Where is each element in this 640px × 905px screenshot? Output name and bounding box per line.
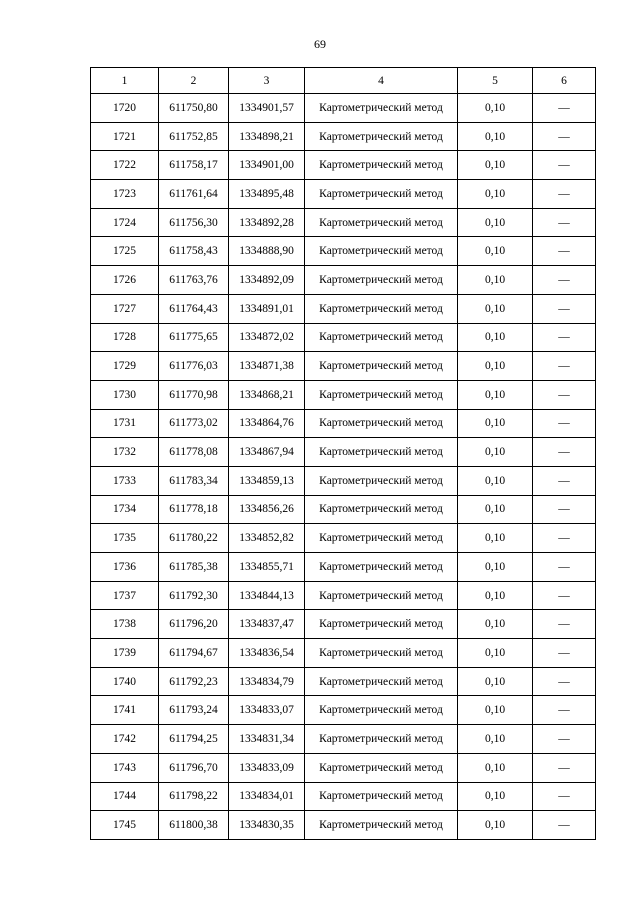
table-cell: 611794,67 [159, 639, 229, 668]
table-body [91, 94, 596, 840]
table-row [91, 237, 596, 266]
table-row [91, 180, 596, 209]
table-cell: 611756,30 [159, 208, 229, 237]
table-cell: 611792,23 [159, 667, 229, 696]
table-row [91, 725, 596, 754]
table-cell: 0,10 [458, 782, 533, 811]
table-cell: 1735 [91, 524, 159, 553]
table-row [91, 811, 596, 840]
table-cell: 1334867,94 [229, 438, 305, 467]
table-cell: 1730 [91, 380, 159, 409]
table-cell: 0,10 [458, 667, 533, 696]
table-cell: 1334855,71 [229, 553, 305, 582]
column-header: 5 [458, 68, 533, 94]
table-cell: 1727 [91, 294, 159, 323]
table-cell: 1334856,26 [229, 495, 305, 524]
column-header: 1 [91, 68, 159, 94]
table-row [91, 466, 596, 495]
table-cell: 1334830,35 [229, 811, 305, 840]
table-cell: 0,10 [458, 438, 533, 467]
table-cell: 1737 [91, 581, 159, 610]
table-cell: 1745 [91, 811, 159, 840]
table-cell: Картометрический метод [305, 438, 458, 467]
table-cell: 0,10 [458, 151, 533, 180]
table-header-row [91, 68, 596, 94]
column-header: 2 [159, 68, 229, 94]
table-cell: 611773,02 [159, 409, 229, 438]
table-cell: — [533, 581, 596, 610]
table-cell: 611761,64 [159, 180, 229, 209]
table-cell: 611778,18 [159, 495, 229, 524]
table-cell: 1334901,00 [229, 151, 305, 180]
table-cell: 0,10 [458, 610, 533, 639]
table-cell: 0,10 [458, 696, 533, 725]
table-cell: Картометрический метод [305, 294, 458, 323]
table-cell: 611796,20 [159, 610, 229, 639]
table-cell: — [533, 466, 596, 495]
table-cell: 0,10 [458, 94, 533, 123]
table-cell: — [533, 380, 596, 409]
table-cell: 1736 [91, 553, 159, 582]
table-cell: 0,10 [458, 294, 533, 323]
table-cell: 611783,34 [159, 466, 229, 495]
table-cell: 1739 [91, 639, 159, 668]
table-cell: 1720 [91, 94, 159, 123]
table-cell: — [533, 122, 596, 151]
table-row [91, 151, 596, 180]
table-cell: 0,10 [458, 581, 533, 610]
table-cell: 1334868,21 [229, 380, 305, 409]
table-cell: 1738 [91, 610, 159, 639]
table-cell: 1334891,01 [229, 294, 305, 323]
table-cell: Картометрический метод [305, 581, 458, 610]
table-cell: — [533, 438, 596, 467]
table-cell: 1732 [91, 438, 159, 467]
table-cell: Картометрический метод [305, 610, 458, 639]
table-cell: 611793,24 [159, 696, 229, 725]
table-cell: Картометрический метод [305, 696, 458, 725]
table-cell: 0,10 [458, 811, 533, 840]
table-cell: 611778,08 [159, 438, 229, 467]
table-cell: 0,10 [458, 553, 533, 582]
table-cell: Картометрический метод [305, 94, 458, 123]
table-cell: — [533, 667, 596, 696]
table-row [91, 409, 596, 438]
table-row [91, 294, 596, 323]
table-cell: 611752,85 [159, 122, 229, 151]
table-row [91, 380, 596, 409]
table-cell: 1334871,38 [229, 352, 305, 381]
table-cell: 0,10 [458, 495, 533, 524]
table-cell: — [533, 553, 596, 582]
table-cell: 1722 [91, 151, 159, 180]
table-cell: 611775,65 [159, 323, 229, 352]
table-row [91, 438, 596, 467]
table-cell: Картометрический метод [305, 122, 458, 151]
table-cell: — [533, 352, 596, 381]
table-row [91, 352, 596, 381]
table-cell: 0,10 [458, 180, 533, 209]
table-cell: 1742 [91, 725, 159, 754]
table-cell: 611763,76 [159, 266, 229, 295]
table-cell: 0,10 [458, 266, 533, 295]
table-cell: 611800,38 [159, 811, 229, 840]
table-cell: — [533, 409, 596, 438]
table-cell: 1334831,34 [229, 725, 305, 754]
table-cell: — [533, 294, 596, 323]
column-header: 6 [533, 68, 596, 94]
table-cell: 1334892,09 [229, 266, 305, 295]
table-cell: 0,10 [458, 409, 533, 438]
table-cell: 1334901,57 [229, 94, 305, 123]
table-cell: — [533, 208, 596, 237]
table-cell: 1741 [91, 696, 159, 725]
table-cell: 1334844,13 [229, 581, 305, 610]
table-cell: 0,10 [458, 725, 533, 754]
table-cell: — [533, 495, 596, 524]
table-cell: 611764,43 [159, 294, 229, 323]
table-cell: Картометрический метод [305, 380, 458, 409]
table-cell: — [533, 782, 596, 811]
table-cell: 1724 [91, 208, 159, 237]
table-row [91, 122, 596, 151]
table-cell: 1334859,13 [229, 466, 305, 495]
table-cell: Картометрический метод [305, 495, 458, 524]
table-cell: 0,10 [458, 639, 533, 668]
table-cell: 0,10 [458, 466, 533, 495]
table-cell: 0,10 [458, 122, 533, 151]
table-cell: 1334892,28 [229, 208, 305, 237]
table-cell: Картометрический метод [305, 323, 458, 352]
table-cell: 611785,38 [159, 553, 229, 582]
table-cell: 611750,80 [159, 94, 229, 123]
table-cell: 611776,03 [159, 352, 229, 381]
table-cell: — [533, 753, 596, 782]
table-cell: Картометрический метод [305, 180, 458, 209]
table-row [91, 753, 596, 782]
table-cell: Картометрический метод [305, 466, 458, 495]
table-row [91, 696, 596, 725]
table-cell: Картометрический метод [305, 151, 458, 180]
table-row [91, 639, 596, 668]
table-cell: 1744 [91, 782, 159, 811]
table-cell: 0,10 [458, 753, 533, 782]
table-cell: Картометрический метод [305, 352, 458, 381]
table-cell: 1334898,21 [229, 122, 305, 151]
page-number: 69 [314, 37, 326, 51]
table-cell: Картометрический метод [305, 524, 458, 553]
table-cell: 1334872,02 [229, 323, 305, 352]
table-cell: 611780,22 [159, 524, 229, 553]
table-cell: 611796,70 [159, 753, 229, 782]
table-cell: Картометрический метод [305, 753, 458, 782]
table-cell: 611794,25 [159, 725, 229, 754]
table-cell: 1723 [91, 180, 159, 209]
table-cell: 0,10 [458, 323, 533, 352]
table-cell: — [533, 94, 596, 123]
table-row [91, 782, 596, 811]
table-cell: Картометрический метод [305, 725, 458, 754]
table-cell: — [533, 524, 596, 553]
table-cell: 611758,17 [159, 151, 229, 180]
table-cell: 1334833,09 [229, 753, 305, 782]
table-cell: 611792,30 [159, 581, 229, 610]
table-cell: Картометрический метод [305, 266, 458, 295]
table-cell: — [533, 639, 596, 668]
table-cell: 1334837,47 [229, 610, 305, 639]
column-header: 3 [229, 68, 305, 94]
table-cell: — [533, 266, 596, 295]
table-row [91, 495, 596, 524]
table-row [91, 323, 596, 352]
column-header: 4 [305, 68, 458, 94]
table-cell: Картометрический метод [305, 782, 458, 811]
table-cell: 1728 [91, 323, 159, 352]
table-row [91, 524, 596, 553]
table-cell: 1334852,82 [229, 524, 305, 553]
table-cell: 1334864,76 [229, 409, 305, 438]
table-cell: — [533, 323, 596, 352]
table-cell: 1334836,54 [229, 639, 305, 668]
table-cell: 611798,22 [159, 782, 229, 811]
table-cell: 1334833,07 [229, 696, 305, 725]
table-cell: Картометрический метод [305, 811, 458, 840]
table-cell: — [533, 237, 596, 266]
table-row [91, 667, 596, 696]
table-cell: — [533, 610, 596, 639]
table-cell: 1729 [91, 352, 159, 381]
table-cell: — [533, 151, 596, 180]
table-cell: 1334834,79 [229, 667, 305, 696]
table-row [91, 208, 596, 237]
coordinates-table [90, 67, 596, 840]
table-cell: 0,10 [458, 380, 533, 409]
table-row [91, 266, 596, 295]
table-cell: — [533, 725, 596, 754]
table-cell: 1731 [91, 409, 159, 438]
table-cell: Картометрический метод [305, 667, 458, 696]
table-cell: 611770,98 [159, 380, 229, 409]
table-row [91, 581, 596, 610]
table-cell: Картометрический метод [305, 553, 458, 582]
table-cell: 1334888,90 [229, 237, 305, 266]
table-cell: 0,10 [458, 524, 533, 553]
table-cell: 1334895,48 [229, 180, 305, 209]
table-cell: 0,10 [458, 237, 533, 266]
table-cell: 1726 [91, 266, 159, 295]
table-cell: 1733 [91, 466, 159, 495]
table-cell: 1725 [91, 237, 159, 266]
table-cell: 0,10 [458, 208, 533, 237]
table-cell: Картометрический метод [305, 208, 458, 237]
table-cell: 1721 [91, 122, 159, 151]
table-cell: Картометрический метод [305, 237, 458, 266]
table-cell: — [533, 696, 596, 725]
table-cell: Картометрический метод [305, 639, 458, 668]
table-cell: — [533, 811, 596, 840]
table-cell: 611758,43 [159, 237, 229, 266]
table-row [91, 553, 596, 582]
table-cell: 0,10 [458, 352, 533, 381]
table-cell: 1743 [91, 753, 159, 782]
table-cell: 1334834,01 [229, 782, 305, 811]
table-cell: 1740 [91, 667, 159, 696]
table-cell: — [533, 180, 596, 209]
table-cell: 1734 [91, 495, 159, 524]
table-cell: Картометрический метод [305, 409, 458, 438]
table-row [91, 94, 596, 123]
table-row [91, 610, 596, 639]
